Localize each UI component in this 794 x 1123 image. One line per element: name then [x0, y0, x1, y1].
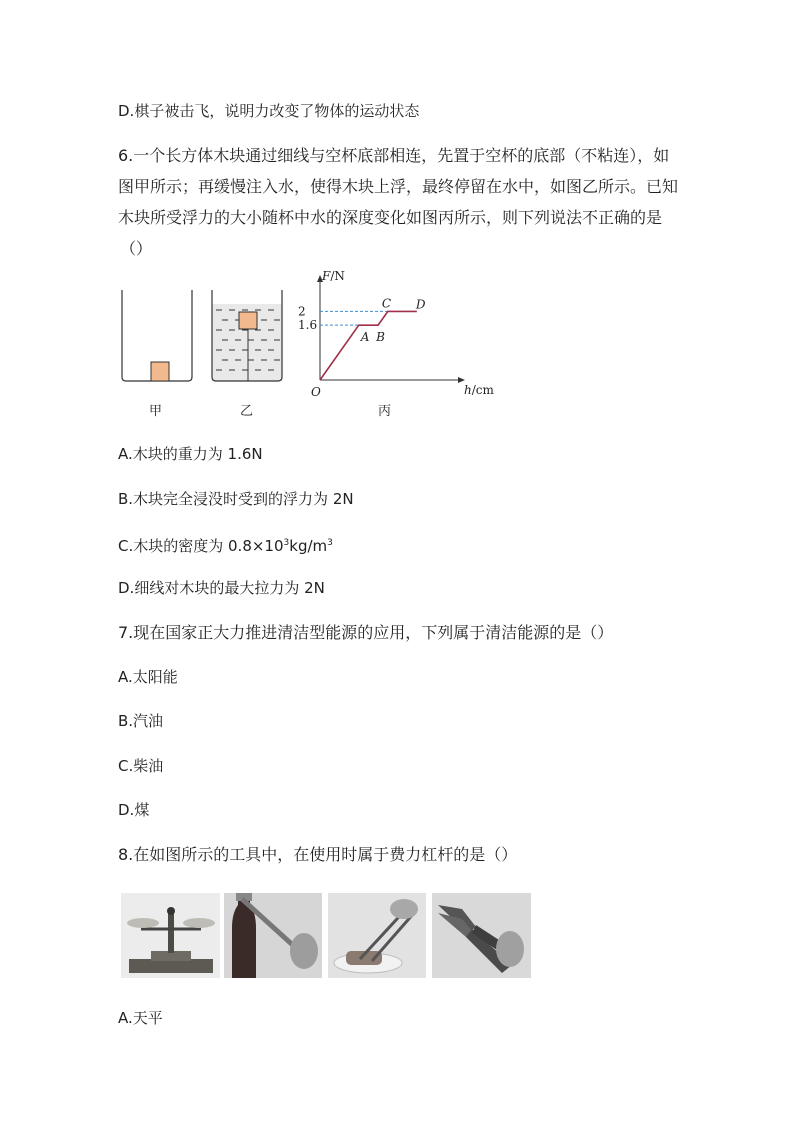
figure-yi: [208, 288, 288, 388]
q6-option-c-unit: kg/m: [289, 537, 328, 555]
point-label-d: D: [415, 297, 426, 312]
q7-option-d: D.煤: [118, 801, 150, 819]
q5-option-d: D.棋子被击飞，说明力改变了物体的运动状态: [118, 102, 420, 120]
y-tick-label-1: 2: [298, 304, 306, 319]
q6-option-b: B.木块完全浸没时受到的浮力为 2N: [118, 490, 354, 508]
photo-pliers: [432, 893, 531, 978]
figure-jia: [118, 288, 198, 388]
pliers-icon: [432, 893, 531, 978]
y-tick-label-0: 1.6: [298, 318, 318, 333]
q6-option-c-text: C.木块的密度为 0.8×10: [118, 537, 284, 555]
figure-label-jia: 甲: [149, 404, 163, 419]
floating-wood-block: [239, 312, 257, 329]
figure-bing-chart: [296, 269, 494, 402]
q7-option-c: C.柴油: [118, 757, 164, 775]
q8-stem: 8.在如图所示的工具中，在使用时属于费力杠杆的是（）: [118, 845, 518, 864]
bottle-opener-icon: [224, 893, 322, 978]
origin-label: O: [311, 385, 321, 399]
q6-stem-line-4: （）: [120, 239, 153, 258]
q6-option-d: D.细线对木块的最大拉力为 2N: [118, 579, 325, 597]
point-label-b: B: [376, 330, 385, 345]
q6-option-a: A.木块的重力为 1.6N: [118, 445, 263, 463]
point-label-a: A: [360, 330, 370, 345]
x-axis-label: h/cm: [464, 383, 494, 397]
q7-option-b: B.汽油: [118, 712, 164, 730]
q6-option-c: [118, 533, 333, 556]
q6-option-c-unit-exponent: 3: [327, 538, 333, 548]
point-label-c: C: [381, 296, 391, 311]
photo-balance-scale: [121, 893, 220, 978]
q6-stem-line-3: 木块所受浮力的大小随杯中水的深度变化如图丙所示，则下列说法不正确的是: [118, 208, 663, 227]
balance-scale-icon: [121, 893, 220, 978]
q6-stem-line-1: 6.一个长方体木块通过细线与空杯底部相连，先置于空杯的底部（不粘连），如: [118, 146, 670, 165]
food-tongs-icon: [328, 893, 426, 978]
figure-label-yi: 乙: [240, 404, 254, 419]
q7-option-a: A.太阳能: [118, 668, 178, 686]
q6-option-c-exponent: 3: [283, 538, 290, 548]
photo-food-tongs: [328, 893, 426, 978]
y-axis-label: F/N: [322, 269, 345, 283]
photo-bottle-opener: [224, 893, 322, 978]
series-line: [320, 311, 417, 380]
q7-stem: 7.现在国家正大力推进清洁型能源的应用，下列属于清洁能源的是（）: [118, 623, 614, 642]
q6-stem-line-2: 图甲所示；再缓慢注入水，使得木块上浮，最终停留在水中，如图乙所示。已知: [118, 177, 679, 196]
wood-block: [151, 362, 169, 381]
figure-label-bing: 丙: [378, 404, 392, 419]
q8-option-a: A.天平: [118, 1009, 163, 1027]
